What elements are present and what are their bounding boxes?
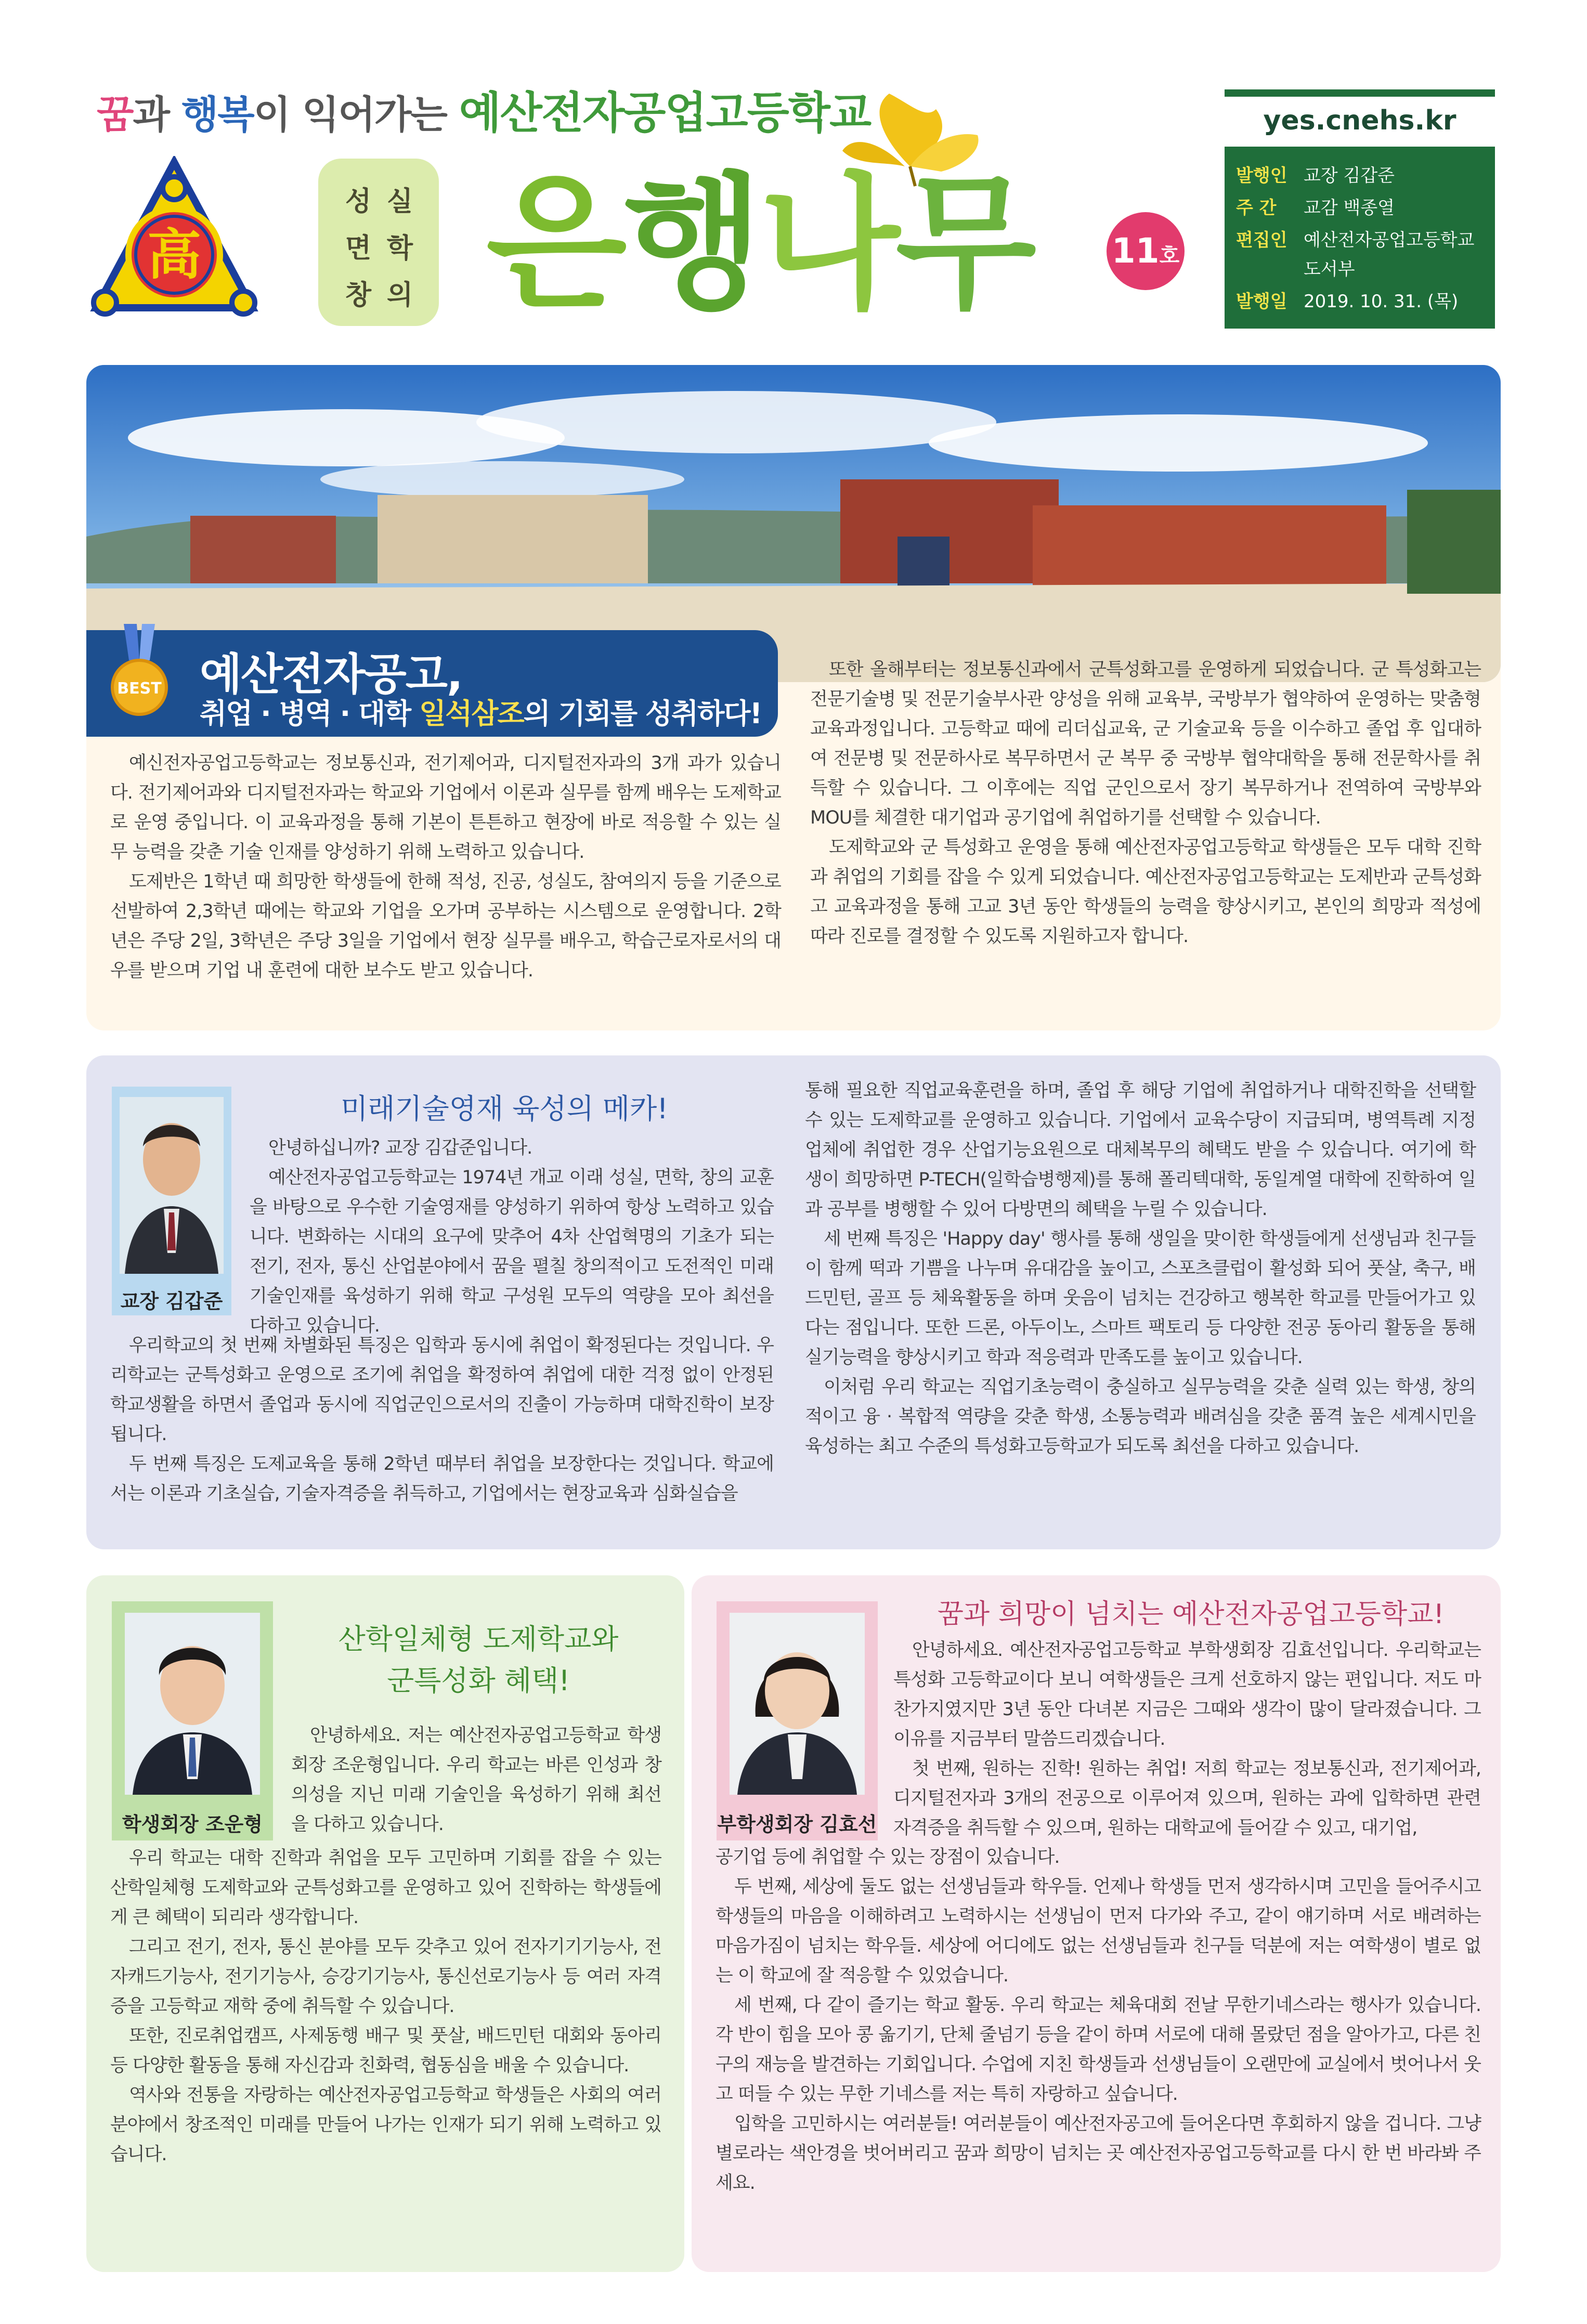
tagline	[97, 78, 870, 141]
paragraph: 안녕하세요. 저는 예산전자공업고등학교 학생회장 조운형입니다. 우리 학교는 바른 인성과 창의성을 지닌 미래 기술인을 육성하기 위해 최선을 다하고 있습니다.	[291, 1725, 661, 1835]
article4-title: 꿈과 희망이 넘치는 예산전자공업고등학교!	[937, 1599, 1445, 1630]
paragraph: 안녕하세요. 예산전자공업고등학교 부학생회장 김효선입니다. 우리학교는 특성화 고등학교이다 보니 여학생들은 크게 선호하지 않는 편입니다. 저도 마찬가지였지만 3년 동안 다녀본 지금은 그때와 생각이 많이 달라졌습니다. 그 이유를 지금부터 말씀드리겠습니다.	[893, 1640, 1481, 1749]
subtitle-part: 의 기회를 성취하다!	[523, 697, 762, 730]
issue-number: 11	[1111, 231, 1160, 271]
motto-char: 면	[345, 233, 372, 264]
paragraph: 통해 필요한 직업교육훈련을 하며, 졸업 후 해당 기업에 취업하거나 대학진학을 선택할 수 있는 도제학교를 운영하고 있습니다. 기업에서 교육수당이 지급되며, 병역특례 지정업체에 취업한 경우 산업기능요원으로 대체복무의 혜택도 받을 수 있습니다. 여기에 학생이 희망하면 P-TECH(일학습병행제)를 통해 폴리텍대학, 동일계열 대학에 진학하여 일과 공부를 병행할 수 있어 다방면의 혜택을 누릴 수 있습니다.	[805, 1080, 1476, 1220]
pub-key: 주 간	[1236, 198, 1277, 218]
article1-right-column	[810, 655, 1481, 951]
paragraph: 이처럼 우리 학교는 직업기초능력이 충실하고 실무능력을 갖춘 실력 있는 학생, 창의적이고 융 · 복합적 역량을 갖춘 학생, 소통능력과 배려심을 갖춘 품격 높은 세계시민을 육성하는 최고 수준의 특성화고등학교가 되도록 최선을 다하고 있습니다.	[805, 1377, 1476, 1457]
article2-title: 미래기술영재 육성의 메카!	[341, 1092, 668, 1125]
paragraph: 도제반은 1학년 때 희망한 학생들에 한해 적성, 진공, 성실도, 참여의지 등을 기준으로 선발하여 2,3학년 때에는 학교와 기업을 오가며 공부하는 시스템으로 운영합니다. 2학년은 주당 2일, 3학년은 주당 3일을 기업에서 현장 실무를 배우고, 학습근로자로서의 대우를 받으며 기업 내 훈련에 대한 보수도 받고 있습니다.	[110, 871, 781, 981]
paragraph: 입학을 고민하시는 여러분들! 여러분들이 예산전자공고에 들어온다면 후회하지 않을 겁니다. 그냥 별로라는 색안경을 벗어버리고 꿈과 희망이 넘치는 곳 예산전자공업고등학교를 다시 한 번 바라봐 주세요.	[716, 2113, 1481, 2194]
paragraph: 또한 올해부터는 정보통신과에서 군특성화고를 운영하게 되었습니다. 군 특성화고는 전문기술병 및 전문기술부사관 양성을 위해 교육부, 국방부가 협약하여 운영하는 맞춤형 교육과정입니다. 고등학교 때에 리더십교육, 군 기술교육 등을 이수하고 졸업 후 입대하여 전문병 및 전문하사로 복무하면서 군 복무 중 국방부 협약대학을 통해 전문학사를 취득할 수 있습니다. 그 이후에는 직업 군인으로서 장기 복무하거나 전역하여 국방부와 MOU를 체결한 대기업과 공기업에 취업하기를 선택할 수 있습니다.	[810, 659, 1481, 828]
paragraph: 두 번째, 세상에 둘도 없는 선생님들과 학우들. 언제나 학생들 먼저 생각하시며 고민을 들어주시고 학생들의 마음을 이해하려고 노력하시는 선생님이 먼저 다가와 주고, 같이 얘기하며 서로 배려하는 마음가짐이 넘치는 학우들. 세상에 어디에도 없는 선생님들과 친구들 덕분에 저는 여학생이 별로 없는 이 학교에 잘 적응할 수 있었습니다.	[716, 1876, 1481, 1986]
tagline-and: 과	[133, 93, 181, 137]
article2-intro-column	[250, 1133, 774, 1341]
paragraph: 예산전자공업고등학교는 1974년 개교 이래 성실, 면학, 창의 교훈을 바탕으로 우수한 기술영재를 양성하기 위하여 항상 노력하고 있습니다. 변화하는 시대의 요구에 맞추어 4차 산업혁명의 기초가 되는 전기, 전자, 통신 산업분야에서 꿈을 펼칠 창의적이고 도전적인 미래기술인재를 육성하기 위해 학교 구성원 모두의 역량을 모아 최선을 다하고 있습니다.	[250, 1167, 774, 1336]
tagline-happiness: 행복	[181, 93, 254, 137]
article1-title: 예산전자공고,	[200, 649, 462, 700]
best-badge-text: BEST	[117, 680, 162, 698]
motto-char: 학	[386, 233, 413, 264]
paragraph: 또한, 진로취업캠프, 사제동행 배구 및 풋살, 배드민턴 대회와 동아리 등 다양한 활동을 통해 자신감과 친화력, 협동심을 배울 수 있습니다.	[110, 2026, 661, 2076]
article4-body	[716, 1843, 1481, 2198]
tagline-school-name: 예산전자공업고등학교	[459, 87, 871, 138]
motto-char: 창	[345, 280, 372, 311]
vice-president-portrait-photo	[730, 1613, 865, 1795]
student-president-portrait-photo	[125, 1613, 260, 1795]
school-motto	[318, 159, 439, 326]
paragraph: 세 번째 특징은 'Happy day' 행사를 통해 생일을 맞이한 학생들에게 선생님과 친구들이 함께 떡과 기쁨을 나누며 유대감을 높이고, 스포츠클럽이 활성화 되어 풋살, 축구, 배드민턴, 골프 등 체육활동을 하며 웃음이 넘치는 건강하고 행복한 학교를 만들어가고 있다는 점입니다. 또한 드론, 아두이노, 스마트 팩토리 등 다양한 전공 동아리 활동을 통해 실기능력을 향상시키고 학과 적응력과 만족도를 높이고 있습니다.	[805, 1229, 1476, 1368]
school-emblem-logo	[88, 156, 260, 328]
pub-key: 편집인	[1236, 230, 1287, 251]
paragraph: 첫 번째, 원하는 진학! 원하는 취업! 저희 학교는 정보통신과, 전기제어과, 디지털전자과 3개의 전공으로 이루어져 있으며, 원하는 과에 입학하면 관련 자격증을 취득할 수 있으며, 원하는 대학교에 들어갈 수 있고, 대기업,	[893, 1758, 1481, 1838]
title-char: 행	[622, 160, 759, 329]
student-president-caption: 학생회장 조운형	[122, 1813, 263, 1836]
vice-president-caption: 부학생회장 김효선	[717, 1813, 877, 1836]
paragraph: 우리학교의 첫 번째 차별화된 특징은 입학과 동시에 취업이 확정된다는 것입니다. 우리학교는 군특성화고 운영으로 조기에 취업을 확정하여 취업에 대한 걱정 없이 안정된 학교생활을 하면서 졸업과 동시에 직업군인으로서의 진출이 가능하며 대학진학이 보장됩니다.	[110, 1335, 774, 1445]
pub-key: 발행일	[1236, 291, 1287, 312]
paragraph: 역사와 전통을 자랑하는 예산전자공업고등학교 학생들은 사회의 여러 분야에서 창조적인 미래를 만들어 나가는 인재가 되기 위해 노력하고 있습니다.	[110, 2085, 661, 2165]
newspaper-title	[486, 156, 1032, 333]
paragraph: 예신전자공업고등학교는 정보통신과, 전기제어과, 디지털전자과의 3개 과가 있습니다. 전기제어과와 디지털전자과는 학교와 기업에서 이론과 실무를 함께 배우는 도제학교로 운영 중입니다. 이 교육과정을 통해 기본이 튼튼하고 현장에 바로 적응할 수 있는 실무 능력을 갖춘 기술 인재를 양성하기 위해 노력하고 있습니다.	[110, 753, 781, 863]
article3-side-column	[291, 1721, 661, 1839]
paragraph: 그리고 전기, 전자, 통신 분야를 모두 갖추고 있어 전자기기기능사, 전자캐드기능사, 전기기능사, 승강기기능사, 통신선로기능사 등 여러 자격증을 고등학교 재학 중에 취득할 수 있습니다.	[110, 1937, 661, 2017]
article2-right-column	[805, 1076, 1476, 1461]
principal-portrait-photo	[120, 1097, 224, 1274]
principal-caption: 교장 김갑준	[120, 1290, 223, 1313]
motto-char: 성	[345, 186, 372, 217]
vice-president-photo-frame	[717, 1601, 878, 1840]
best-medal-icon	[108, 624, 171, 717]
paragraph: 도제학교와 군 특성화고 운영을 통해 예산전자공업고등학교 학생들은 모두 대학 진학과 취업의 기회를 잡을 수 있게 되었습니다. 예산전자공업고등학교는 도제반과 군특성화고 교육과정을 통해 고교 3년 동안 학생들의 능력을 향상시키고, 본인의 희망과 적성에 따라 진로를 결정할 수 있도록 지원하고자 합니다.	[810, 837, 1481, 947]
title-char: 나	[759, 160, 896, 329]
subtitle-highlight: 일석삼조	[419, 697, 524, 730]
website-url[interactable]: yes.cnehs.kr	[1225, 89, 1495, 147]
issue-number-badge	[1107, 212, 1185, 290]
pub-value: 도서부	[1304, 259, 1355, 280]
issue-suffix: 호	[1159, 244, 1180, 268]
article3-body	[110, 1844, 661, 2170]
motto-char: 실	[386, 186, 413, 217]
tagline-ripening: 이 익어가는	[253, 93, 459, 137]
emblem-character: 高	[147, 223, 202, 286]
pub-value: 예산전자공업고등학교	[1304, 230, 1475, 251]
motto-char: 의	[386, 280, 413, 311]
principal-photo-frame	[112, 1087, 231, 1315]
article2-left-column	[110, 1331, 774, 1509]
article3-title-line2: 군특성화 혜택!	[387, 1664, 570, 1697]
pub-key: 발행인	[1236, 165, 1287, 186]
subtitle-part: 취업 · 병역 · 대학	[200, 697, 420, 730]
article1-headline-banner	[86, 630, 778, 737]
article4-side-column	[893, 1636, 1481, 1843]
pub-value: 교감 백종열	[1304, 198, 1395, 218]
pub-value: 교장 김갑준	[1304, 165, 1395, 186]
student-president-photo-frame	[112, 1601, 273, 1840]
paragraph: 세 번째, 다 같이 즐기는 학교 활동. 우리 학교는 체육대회 전날 무한기네스라는 행사가 있습니다. 각 반이 힘을 모아 콩 옮기기, 단체 줄넘기 등을 같이 하며 서로에 대해 몰랐던 점을 알아가고, 다른 친구의 재능을 발견하는 기회입니다. 수업에 지친 학생들과 선생님들이 오랜만에 교실에서 벗어나서 웃고 떠들 수 있는 무한 기네스를 저는 특히 자랑하고 싶습니다.	[716, 1995, 1481, 2105]
article3-title-line1: 산학일체형 도제학교와	[338, 1623, 619, 1655]
paragraph: 두 번째 특징은 도제교육을 통해 2학년 때부터 취업을 보장한다는 것입니다. 학교에서는 이론과 기초실습, 기술자격증을 취득하고, 기업에서는 현장교육과 심화실습을	[110, 1454, 774, 1504]
tagline-dream: 꿈	[97, 93, 133, 137]
paragraph: 우리 학교는 대학 진학과 취업을 모두 고민하며 기회를 잡을 수 있는 산학일체형 도제학교와 군특성화고를 운영하고 있어 진학하는 학생들에게 큰 혜택이 되리라 생각합니다.	[110, 1848, 661, 1928]
paragraph: 안녕하십니까? 교장 김갑준입니다.	[268, 1138, 532, 1158]
paragraph: 공기업 등에 취업할 수 있는 장점이 있습니다.	[716, 1847, 1060, 1868]
article1-left-column	[110, 749, 781, 986]
article1-subtitle	[200, 691, 761, 732]
title-char: 은	[486, 160, 623, 329]
publication-info	[1225, 147, 1495, 329]
pub-value: 2019. 10. 31. (목)	[1304, 291, 1459, 312]
title-char: 무	[895, 160, 1032, 329]
